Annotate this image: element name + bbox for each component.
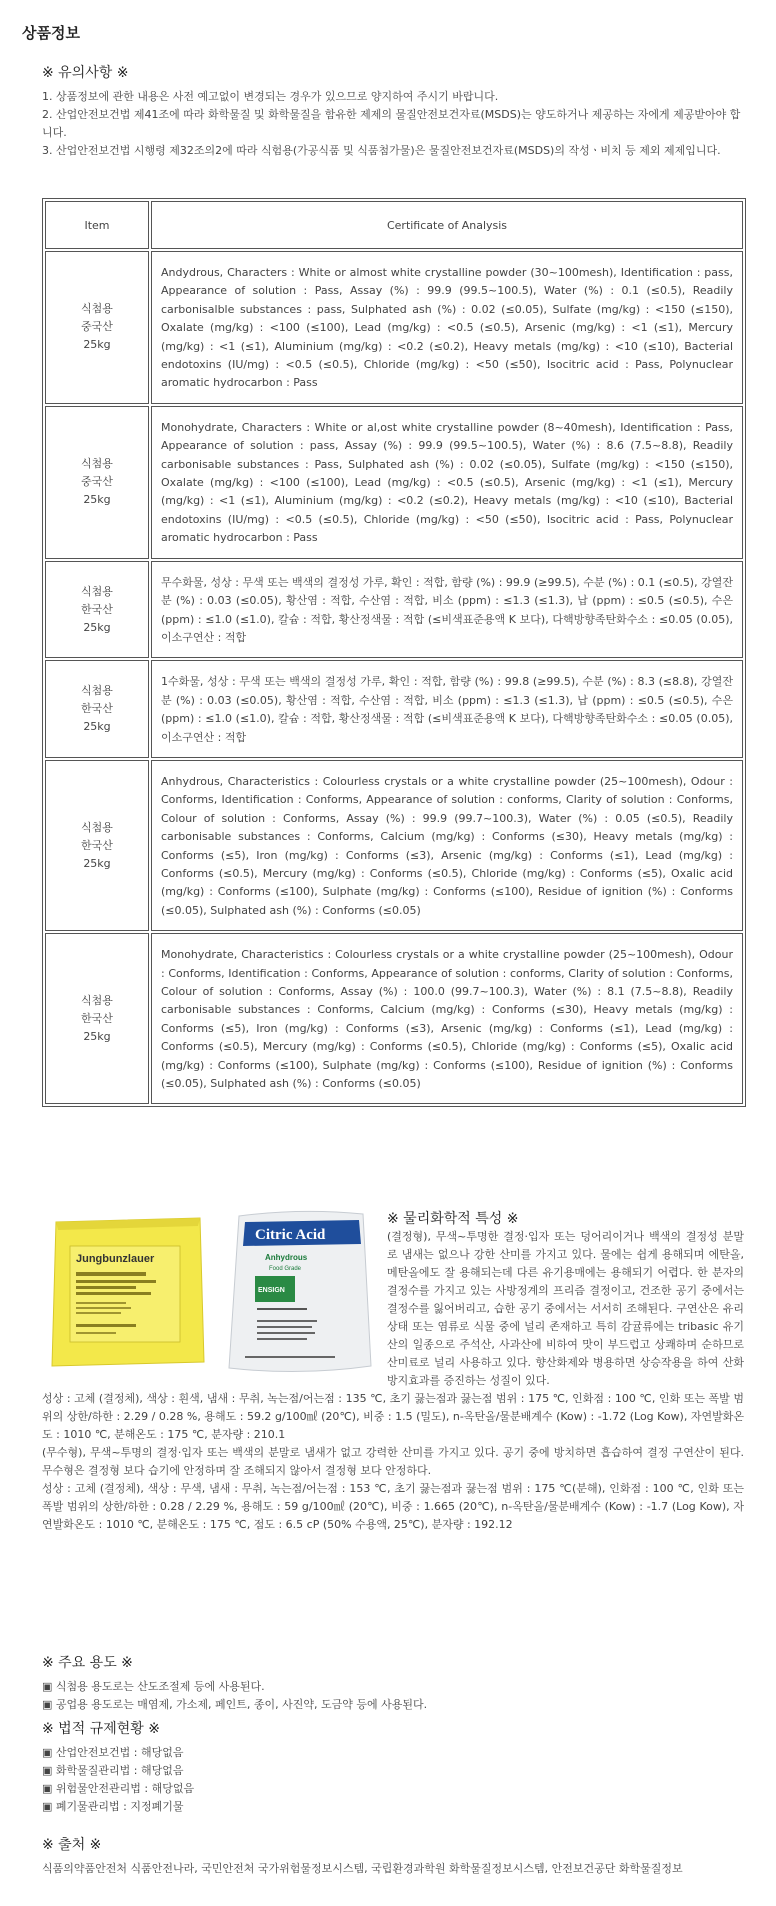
regulations-heading: ※ 법적 규제현황 ※ <box>42 1721 160 1737</box>
uses-item: ▣ 식첨용 용도로는 산도조절제 등에 사용된다. <box>42 1680 265 1693</box>
regulation-item: ▣ 위험물안전관리법 : 해당없음 <box>42 1782 195 1795</box>
item-weight: 25kg <box>83 620 111 634</box>
properties-paragraph: (결정형), 무색~투명한 결정·입자 또는 덩어리이거나 백색의 결정성 분말로 냄새는 없으나 강한 산미를 가지고 있다. 물에는 쉽게 용해되며 에탄올, 메탄올에도 잘 용해되는데 다른 유기용매에는 용해되기 어렵다. 한 분자의 결정수를 가지고 있는 사방정계의 프리즘 결정이고, 건조한 공기 중에서는 결정수를 잃어버리고, 습한 공기 중에서는 서서히 조해된다. 구연산은 유리상태 또는 염류로 식물 중에 널리 존재하고 특히 감귤류에는 tribasic 유기산의 일종으로 주석산, 사과산에 비하여 맛이 부드럽고 상쾌하며 순하므로 산미료로 널리 사용하고 있다. 향산화제와 병용하면 상승작용을 하여 산화방지효과를 증진하는 성질이 있다. <box>387 1230 744 1387</box>
source-heading: ※ 출처 ※ <box>42 1837 102 1853</box>
table-row <box>45 660 743 758</box>
certificate-cell: Anhydrous, Characteristics : Colourless crystals or a white crystalline powder (25~100mesh), Odour : Conforms, Identification : Conforms, Appearance of solution : conforms, Clarity of solution : Conforms, Colour of solution : Conforms, Assay (%) : 99.9 (99.7~100.3), Water (%) : 0.05 (≤0.5), Readily carbonisable substances : Conforms, Calcium (mg/kg) : Conforms (≤30), Heavy metals (mg/kg) : Conforms (≤5), Iron (mg/kg) : Conforms (≤3), Arsenic (mg/kg) : Conforms (≤1), Lead (mg/kg) : Conforms (≤0.5), Mercury (mg/kg) : Conforms (≤0.5), Chloride (mg/kg) : Conforms (≤5), Oxalic acid (mg/kg) : Conforms (≤100), Sulphate (mg/kg) : Conforms (≤100), Residue of ignition (%) : Conforms (≤0.05), Sulphated ash (%) : Conforms (≤0.05) <box>151 760 743 931</box>
item-origin: 한국산 <box>81 702 113 716</box>
uses-heading: ※ 주요 용도 ※ <box>42 1655 133 1671</box>
product-images <box>42 1208 377 1376</box>
certificate-cell: Monohydrate, Characters : White or al,ost white crystalline powder (8~40mesh), Identification : Pass, Appearance of solution : pass, Assay (%) : 99.9 (99.5~100.5), Water (%) : 8.6 (7.5~8.8), Readily carbonisable substances : Pass, Sulphated ash (%) : 0.02 (≤0.05), Sulfate (mg/kg) : <150 (≤150), Oxalate (mg/kg) : <100 (≤100), Lead (mg/kg) : <0.5 (≤0.5), Arsenic (mg/kg) : <1 (≤1), Mercury (mg/kg) : <1 (≤1), Aluminium (mg/kg) : <0.2 (≤0.2), Heavy metals (mg/kg) : <10 (≤10), Bacterial endotoxins (IU/mg) : <0.5 (≤0.5), Chloride (mg/kg) : <50 (≤50), Isocitric acid : Pass, Polynuclear aromatic hydrocarbon : Pass <box>151 406 743 559</box>
item-use: 식첨용 <box>81 302 113 316</box>
table-row <box>45 251 743 404</box>
item-cell <box>45 760 149 931</box>
item-cell <box>45 251 149 404</box>
item-cell <box>45 561 149 659</box>
table-row <box>45 406 743 559</box>
item-weight: 25kg <box>83 493 111 507</box>
item-use: 식첨용 <box>81 457 113 471</box>
bag2-sub: Anhydrous <box>265 1253 308 1262</box>
bag2-label: Citric Acid <box>255 1227 326 1243</box>
item-use: 식첨용 <box>81 684 113 698</box>
table-header-row <box>45 201 743 249</box>
properties-section <box>42 1208 744 1534</box>
notice-section <box>42 62 744 160</box>
header-certificate: Certificate of Analysis <box>151 201 743 249</box>
properties-heading: ※ 물리화학적 특성 ※ <box>387 1211 519 1227</box>
source-section <box>42 1834 744 1878</box>
item-origin: 중국산 <box>81 475 113 489</box>
notice-item: 3. 산업안전보건법 시행령 제32조의2에 따라 식험용(가공식품 및 식품첨가물)은 물질안전보건자료(MSDS)의 작성ㆍ비치 등 제외 제제입니다. <box>42 144 721 157</box>
item-weight: 25kg <box>83 856 111 870</box>
item-origin: 한국산 <box>81 838 113 852</box>
item-cell <box>45 406 149 559</box>
notice-item: 1. 상품정보에 관한 내용은 사전 예고없이 변경되는 경우가 있으므로 양지하여 주시기 바랍니다. <box>42 90 499 103</box>
bag2-maker: ENSIGN <box>258 1287 285 1294</box>
table-row <box>45 561 743 659</box>
item-origin: 한국산 <box>81 1011 113 1025</box>
item-use: 식첨용 <box>81 820 113 834</box>
item-use: 식첨용 <box>81 993 113 1007</box>
certificate-cell: Andydrous, Characters : White or almost white crystalline powder (30~100mesh), Identification : pass, Appearance of solution : Pass, Assay (%) : 99.9 (99.5~100.5), Water (%) : 0.1 (≤0.5), Readily carbonisalble substances : pass, Sulphated ash (%) : 0.02 (≤0.05), Sulfate (mg/kg) : <150 (≤150), Oxalate (mg/kg) : <100 (≤100), Lead (mg/kg) : <0.5 (≤0.5), Arsenic (mg/kg) : <1 (≤1), Mercury (mg/kg) : <1 (≤1), Aluminium (mg/kg) : <0.2 (≤0.2), Heavy metals (mg/kg) : <10 (≤10), Bacterial endotoxins (IU/mg) : <0.5 (≤0.5), Chloride (mg/kg) : <50 (≤50), Isocitric acid : Pass, Polynuclear aromatic hydrocarbon : Pass <box>151 251 743 404</box>
header-item: Item <box>45 201 149 249</box>
bag1-brand: Jungbunzlauer <box>76 1253 155 1265</box>
certificate-cell: 무수화물, 성상 : 무색 또는 백색의 결정성 가루, 확인 : 적합, 함량 (%) : 99.9 (≥99.5), 수분 (%) : 0.1 (≤0.5), 강열잔분 (%) : 0.03 (≤0.05), 황산염 : 적합, 수산염 : 적합, 비소 (ppm) : ≤1.3 (≤1.3), 납 (ppm) : ≤0.5 (≤0.5), 수은 (ppm) : ≤1.0 (≤1.0), 칼슘 : 적합, 황산정색물 : 적합 (≤비색표준용액 K 보다), 다핵방향족탄화수소 : ≤0.05 (0.05), 이소구연산 : 적합 <box>151 561 743 659</box>
page-title: 상품정보 <box>22 24 80 42</box>
properties-paragraph: 성상 : 고체 (결정체), 색상 : 흰색, 냄새 : 무취, 녹는점/어는점 : 135 ℃, 초기 끓는점과 끓는점 범위 : 175 ℃, 인화점 : 100 ℃, 인화 또는 폭발 범위의 상한/하한 : 2.29 / 0.28 %, 용해도 : 59.2 g/100㎖ (20℃), 비중 : 1.5 (밀도), n-옥탄올/물분배계수 (Kow) : -1.72 (Log Kow), 자연발화온도 : 1010 ℃, 분해온도 : 175 ℃, 분자량 : 210.1 <box>42 1392 744 1441</box>
item-cell <box>45 933 149 1104</box>
properties-paragraph: (무수형), 무색~투명의 결정·입자 또는 백색의 분말로 냄새가 없고 강력한 산미를 가지고 있다. 공기 중에 방치하면 흡습하여 결정 구연산이 된다. 무수형은 결정형 보다 습기에 안정하며 잘 조해되지 않아서 결정형 보다 안정하다. <box>42 1446 744 1477</box>
table-row <box>45 760 743 931</box>
item-origin: 한국산 <box>81 602 113 616</box>
citric-acid-bag-image <box>225 1208 375 1376</box>
certificate-table <box>42 198 746 1107</box>
properties-paragraph: 성상 : 고체 (결정체), 색상 : 무색, 냄새 : 무취, 녹는점/어는점 : 153 ℃, 초기 끓는점과 끓는점 범위 : 175 ℃(분해), 인화점 : 100 ℃, 인화 또는 폭발 범위의 상한/하한 : 0.28 / 2.29 %, 용해도 : 59 g/100㎖ (20℃), 비중 : 1.665 (20℃), n-옥탄올/물분배계수 (Kow) : -1.7 (Log Kow), 자연발화온도 : 1010 ℃, 분해온도 : 175 ℃, 점도 : 6.5 cP (50% 수용액, 25℃), 분자량 : 192.12 <box>42 1482 744 1531</box>
uses-section <box>42 1652 744 1714</box>
item-weight: 25kg <box>83 338 111 352</box>
jungbunzlauer-bag-image <box>48 1212 208 1372</box>
regulation-item: ▣ 산업안전보건법 : 해당없음 <box>42 1746 184 1759</box>
item-use: 식첨용 <box>81 584 113 598</box>
item-weight: 25kg <box>83 1029 111 1043</box>
uses-item: ▣ 공업용 용도로는 매염제, 가소제, 페인트, 종이, 사진약, 도금약 등에 사용된다. <box>42 1698 428 1711</box>
certificate-cell: 1수화물, 성상 : 무색 또는 백색의 결정성 가루, 확인 : 적합, 함량 (%) : 99.8 (≥99.5), 수분 (%) : 8.3 (≤8.8), 강열잔분 (%) : 0.03 (≤0.05), 황산염 : 적합, 수산염 : 적합, 비소 (ppm) : ≤1.3 (≤1.3), 납 (ppm) : ≤0.5 (≤0.5), 수은 (ppm) : ≤1.0 (≤1.0), 칼슘 : 적합, 황산정색물 : 적합 (≤비색표준용액 K 보다), 다핵방향족탄화수소 : ≤0.05 (0.05), 이소구연산 : 적합 <box>151 660 743 758</box>
regulations-section <box>42 1718 744 1816</box>
item-origin: 중국산 <box>81 320 113 334</box>
regulation-item: ▣ 폐기물관리법 : 지정폐기물 <box>42 1800 184 1813</box>
table-row <box>45 933 743 1104</box>
bag2-sub2: Food Grade <box>269 1266 302 1272</box>
notice-heading: ※ 유의사항 ※ <box>42 65 129 81</box>
item-cell <box>45 660 149 758</box>
notice-item: 2. 산업안전보건법 제41조에 따라 화학물질 및 화학물질을 함유한 제제의 물질안전보건자료(MSDS)는 양도하거나 제공하는 자에게 제공받아야 합니다. <box>42 108 741 139</box>
item-weight: 25kg <box>83 720 111 734</box>
certificate-cell: Monohydrate, Characteristics : Colourless crystals or a white crystalline powder (25~100mesh), Odour : Conforms, Identification : Conforms, Appearance of solution : conforms, Clarity of solution : Conforms, Colour of solution : Conforms, Assay (%) : 100.0 (99.7~100.3), Water (%) : 8.1 (7.5~8.8), Readily carbonisable substances : Conforms, Calcium (mg/kg) : Conforms (≤30), Heavy metals (mg/kg) : Conforms (≤5), Iron (mg/kg) : Conforms (≤3), Arsenic (mg/kg) : Conforms (≤1), Lead (mg/kg) : Conforms (≤0.5), Mercury (mg/kg) : Conforms (≤0.5), Chloride (mg/kg) : Conforms (≤5), Oxalic acid (mg/kg) : Conforms (≤100), Sulphate (mg/kg) : Conforms (≤100), Residue of ignition (%) : Conforms (≤0.05), Sulphated ash (%) : Conforms (≤0.05) <box>151 933 743 1104</box>
regulation-item: ▣ 화학물질관리법 : 해당없음 <box>42 1764 184 1777</box>
source-text: 식품의약품안전처 식품안전나라, 국민안전처 국가위험물정보시스템, 국립환경과학원 화학물질정보시스템, 안전보건공단 화학물질정보 <box>42 1862 683 1875</box>
